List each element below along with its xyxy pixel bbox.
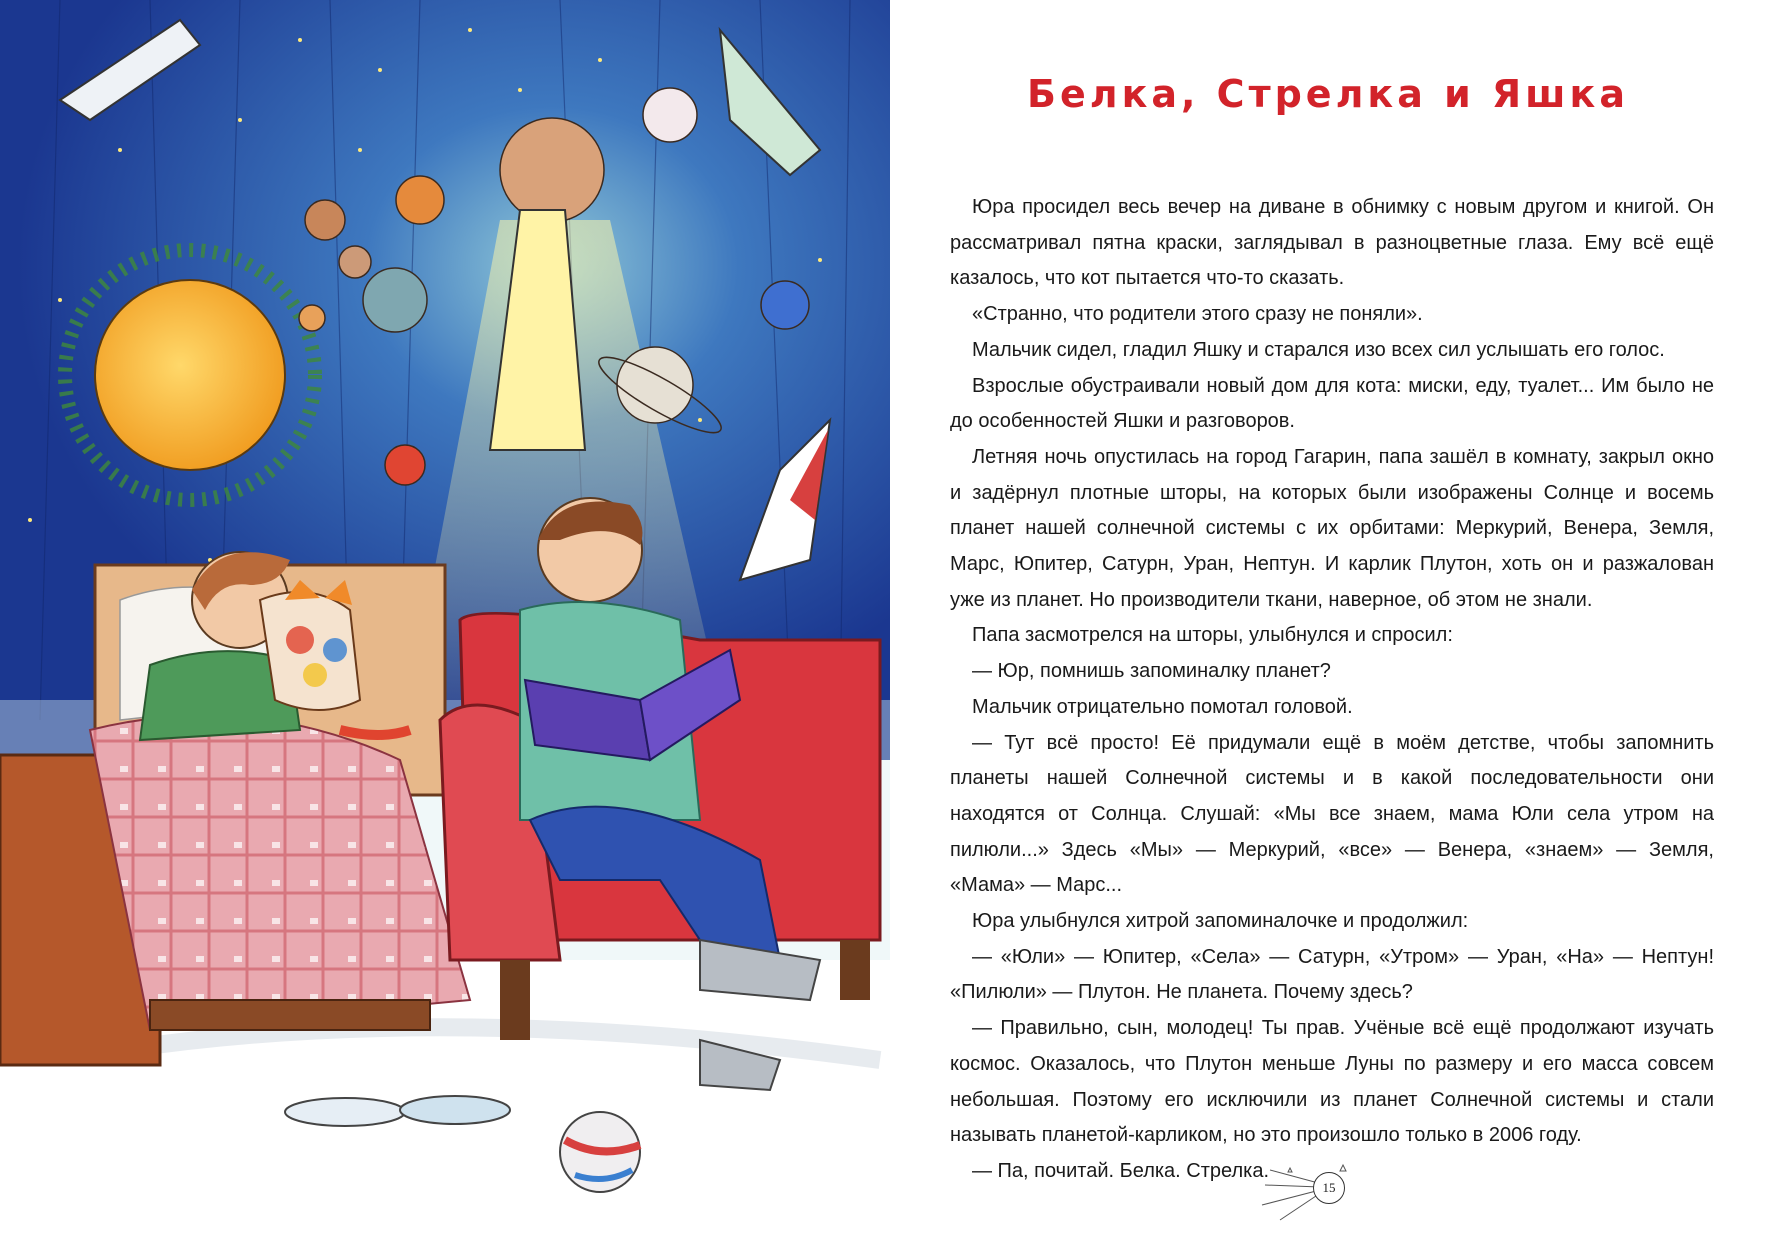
satellite-icon <box>1260 1160 1360 1230</box>
paragraph: Мальчик отрицательно помотал головой. <box>972 695 1353 718</box>
paragraph: Мальчик сидел, гладил Яшку и старался изо всех сил услышать его голос. <box>972 338 1665 361</box>
paragraph: Летняя ночь опустилась на город Гагарин, папа зашёл в комнату, закрыл окно и задёрнул плотные шторы, на которых были изображены Солнце и восемь планет нашей солнечной системы с их орбитами: Меркурий, Венера, Земля, Марс, Юпитер, Сатурн, Уран, Нептун. И карлик Плутон, хоть он и разжалован уже из планет. Но производители ткани, наверное, об этом не знали. <box>950 445 1714 611</box>
paragraph: — «Юли» — Юпитер, «Села» — Сатурн, «Утром» — Уран, «На» — Нептун! «Пилюли» — Плутон. Не планета. Почему здесь? <box>950 945 1714 1004</box>
ball <box>560 1112 640 1192</box>
paragraph: Юра улыбнулся хитрой запоминалочке и продолжил: <box>972 910 1469 933</box>
paragraph: — Тут всё просто! Её придумали ещё в моём детстве, чтобы запомнить планеты нашей Солнечной системы и в какой последовательности они находятся от Солнца. Слушай: «Мы все знаем, мама Юли села утром на пилюли...» Здесь «Мы» — Меркурий, «все» — Венера, «знаем» — Земля, «Мама» — Марс... <box>950 731 1714 897</box>
paragraph: — Юр, помнишь запоминалку планет? <box>972 660 1331 683</box>
paragraph: Взрослые обустраивали новый дом для кота: миски, еду, туалет... Им было не до особенностей Яшки и разговоров. <box>950 374 1714 433</box>
chapter-title: Белка, Стрелка и Яшка <box>1027 72 1629 116</box>
paragraph: — Правильно, сын, молодец! Ты прав. Учёные всё ещё продолжают изучать космос. Оказалось, что Плутон меньше Луны по размеру и его масса совсем небольшая. Поэтому его исключили из планет Солнечной системы и стали называть планетой-карликом, но это произошло только в 2006 году. <box>950 1017 1714 1147</box>
text-page <box>890 0 1766 1249</box>
paragraph: — Па, почитай. Белка. Стрелка. <box>972 1159 1270 1182</box>
page-number: 15 <box>1313 1172 1345 1204</box>
paragraph: Папа засмотрелся на шторы, улыбнулся и спросил: <box>972 624 1453 647</box>
page-number-ornament <box>1260 1160 1360 1230</box>
story-text <box>950 190 1714 1190</box>
paragraph: Юра просидел весь вечер на диване в обнимку с новым другом и книгой. Он рассматривал пятна краски, заглядывал в разноцветные глаза. Ему всё ещё казалось, что кот пытается что-то сказать. <box>950 196 1714 290</box>
paragraph: «Странно, что родители этого сразу не поняли». <box>972 303 1423 326</box>
